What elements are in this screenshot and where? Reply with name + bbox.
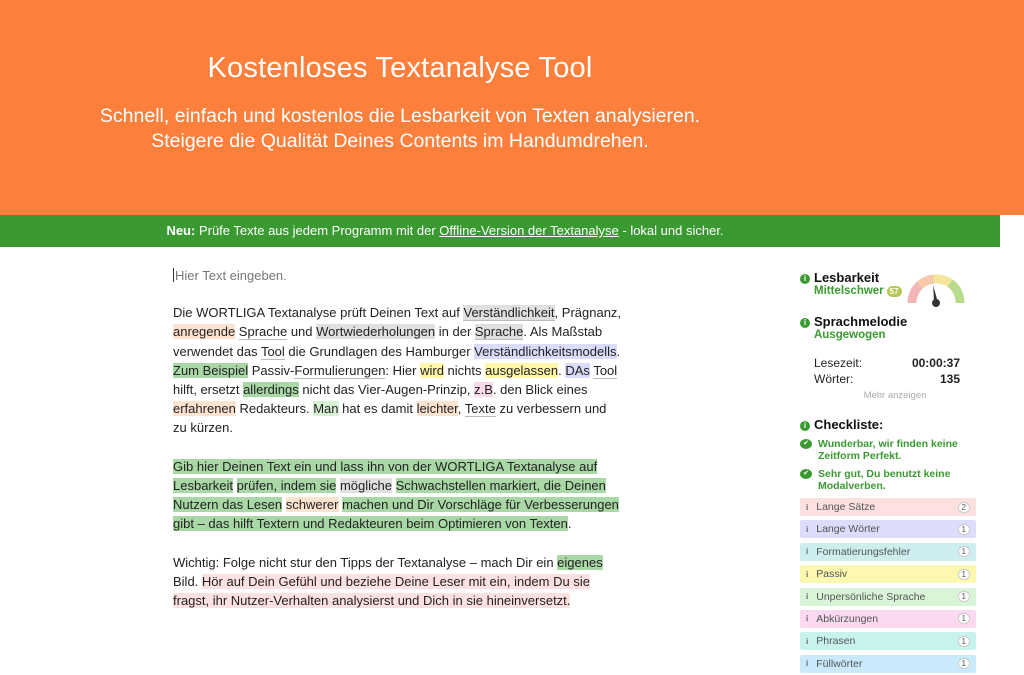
highlighted-text[interactable]: erfahrenen [173,401,236,417]
readability-title: Lesbarkeit [814,270,880,285]
text-segment: , Prägnanz, [554,305,622,321]
category-count: 2 [958,502,970,513]
text-segment: Passiv- [248,362,295,378]
check-item [800,438,980,462]
checklist-section [800,417,980,492]
text-segment: , [457,401,465,417]
text-segment: Wichtig: Folge nicht stur den Tipps der Textanalyse – mach Dir ein [173,554,558,570]
highlighted-text[interactable]: Sprache [474,324,524,340]
checklist-title: Checkliste: [814,417,884,432]
text-segment: in der [435,324,475,340]
category-item[interactable] [800,632,976,650]
stat-value: 135 [939,372,960,386]
checkmark-icon: ✔ [800,469,812,479]
category-count: 1 [958,569,970,580]
check-item [800,468,980,492]
highlighted-text[interactable]: eigenes [557,554,603,570]
highlighted-text[interactable]: prüfen, indem sie [236,478,337,494]
editor-paragraph-2 [173,457,623,534]
highlighted-text[interactable]: schwerer [285,497,339,513]
category-item[interactable] [800,520,976,538]
info-icon: i [806,569,809,579]
text-segment: . [558,362,566,378]
category-item[interactable] [800,610,976,628]
info-icon: i [806,614,809,624]
category-count: 1 [958,658,970,669]
highlighted-text[interactable]: anregende [173,324,236,340]
text-segment: Bild. [173,574,202,590]
highlighted-text[interactable]: Verständlichkeitsmodells [474,343,617,359]
hero-banner [0,0,1024,215]
highlighted-text[interactable]: Hör auf Dein Gefühl und beziehe Deine Leser mit ein, indem Du sie fragst, ihr Nutzer-Verhalten analysierst und Dich in sie hineinversetzt. [173,574,590,609]
info-icon: i [806,592,809,602]
stats-section [800,355,980,401]
category-label: Passiv [816,568,848,581]
category-count: 1 [958,546,970,557]
notice-text: Prüfe Texte aus jedem Programm mit der [195,223,440,238]
readability-gauge-icon [906,273,966,307]
check-text: Wunderbar, wir finden keine Zeitform Perfekt. [818,438,958,462]
text-segment: Die WORTLIGA Textanalyse prüft Deinen Text auf [173,305,464,321]
text-segment: . [616,343,621,359]
category-count: 1 [958,613,970,624]
highlighted-text[interactable]: Texte [464,401,496,417]
highlighted-text[interactable]: Formulierungen [294,362,386,378]
category-label: Formatierungsfehler [816,545,911,558]
text-segment: . Als Maßstab verwendet das [173,324,603,359]
info-icon: i [806,524,809,534]
category-label: Phrasen [816,635,856,648]
highlighted-text[interactable]: DAs [565,362,590,378]
text-segment: hat es damit [338,401,417,417]
checklist-heading [800,417,980,432]
info-icon: i [806,502,809,512]
info-icon: i [806,547,809,557]
highlighted-text[interactable]: z.B [474,382,493,398]
text-caret [173,268,174,282]
category-item[interactable] [800,498,976,516]
category-item[interactable] [800,655,976,673]
category-item[interactable] [800,543,976,561]
readability-value: Mittelschwer [814,285,884,297]
melody-heading [800,314,980,329]
offline-version-link[interactable]: Offline-Version der Textanalyse [439,223,619,238]
category-count: 1 [958,636,970,647]
info-icon[interactable]: i [800,421,810,431]
text-segment: nicht das Vier-Augen-Prinzip, [298,382,475,398]
highlighted-text[interactable]: Man [313,401,339,417]
category-list [800,498,980,673]
highlighted-text[interactable]: wird [420,362,444,378]
highlighted-text[interactable]: Verständlichkeit [463,305,555,321]
highlighted-text[interactable]: gibt – das hilft Textern und Redakteuren beim Optimieren von Texten [173,516,568,532]
melody-value: Ausgewogen [814,329,886,341]
text-segment: . den Blick eines [492,382,588,398]
text-segment: : Hier [385,362,421,378]
category-item[interactable] [800,588,976,606]
notice-suffix: - lokal und sicher. [618,223,724,238]
subtitle-line-2: Steigere die Qualität Deines Contents im Handumdrehen. [151,130,649,152]
category-label: Lange Wörter [816,523,880,536]
highlighted-text[interactable]: Wortwiederholungen [316,324,436,340]
stat-label: Wörter: [814,372,854,386]
stat-row-words [800,371,980,387]
highlighted-text[interactable]: Zum Beispiel [173,362,249,378]
text-segment: und [287,324,317,340]
checkmark-icon: ✔ [800,439,812,449]
notice-prefix: Neu: [166,223,196,238]
editor-paragraph-3 [173,553,623,611]
text-segment: hilft, ersetzt [173,382,244,398]
placeholder-text: Hier Text eingeben. [175,268,287,283]
info-icon[interactable]: i [800,318,810,328]
info-icon: i [806,659,809,669]
editor-paragraph-1 [173,303,623,437]
text-segment: . [567,516,572,532]
stat-value: 00:00:37 [911,356,960,370]
info-icon: i [806,636,809,646]
melody-title: Sprachmelodie [814,314,908,329]
category-label: Unpersönliche Sprache [816,590,926,603]
text-segment: nichts [443,362,486,378]
notice-bar [0,215,1000,247]
text-segment: Redakteurs. [235,401,314,417]
readability-section [800,270,980,314]
highlighted-text[interactable]: leichter [416,401,458,417]
category-label: Füllwörter [816,657,863,670]
stat-label: Lesezeit: [814,356,863,370]
highlighted-text[interactable]: Tool [260,343,285,359]
category-label: Abkürzungen [816,612,879,625]
category-count: 1 [958,591,970,602]
category-count: 1 [958,524,970,535]
text-segment: die Grundlagen des Hamburger [284,343,475,359]
melody-section [800,314,980,341]
highlighted-text[interactable]: machen und Dir Vorschläge für Verbesserungen [342,497,619,513]
text-segment: zu verbessern und zu kürzen. [173,401,607,436]
highlighted-text[interactable]: Schwachstellen markiert, die Deinen Nutzern das Lesen [173,478,606,513]
stat-row-reading-time [800,355,980,371]
highlighted-text[interactable]: ausgelassen [485,362,559,378]
category-label: Lange Sätze [816,501,876,513]
highlighted-text[interactable]: allerdings [243,382,299,398]
editor-placeholder [173,266,623,285]
text-editor[interactable] [173,266,623,630]
show-more-link[interactable]: Mehr anzeigen [863,390,927,401]
readability-score: 57 [887,286,902,297]
page-subtitle [0,104,800,154]
highlighted-text[interactable]: Sprache [238,324,288,340]
page-title: Kostenloses Textanalyse Tool [207,52,593,84]
analysis-sidebar [800,270,980,673]
subtitle-line-1: Schnell, einfach und kostenlos die Lesbarkeit von Texten analysieren. [99,105,701,127]
highlighted-text[interactable]: Gib hier Deinen Text ein und lass ihn von der WORTLIGA Textanalyse auf Lesbarkeit [173,458,598,494]
highlighted-text[interactable]: mögliche [339,478,392,494]
info-icon[interactable]: i [800,274,810,284]
check-text: Sehr gut, Du benutzt keine Modalverben. [818,468,951,492]
category-item[interactable] [800,565,976,583]
highlighted-text[interactable]: Tool [593,362,618,378]
